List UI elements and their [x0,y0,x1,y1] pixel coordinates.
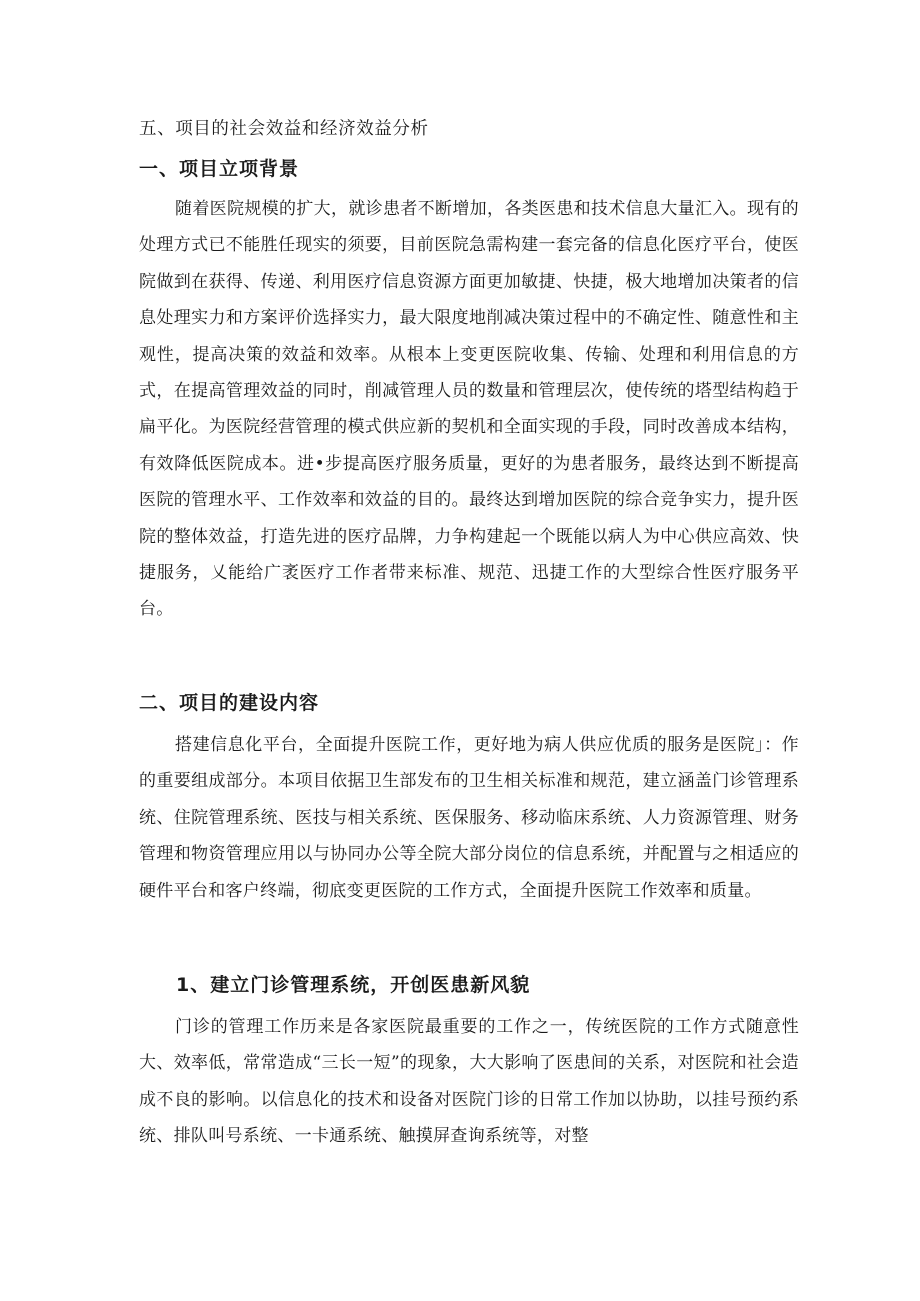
subsection-heading-outpatient: 1、建立门诊管理系统，开创医患新风貌 [176,974,531,996]
document-top-title: 五、项目的社会效益和经济效益分析 [139,119,429,139]
paragraph-background: 随着医院规模的扩大，就诊患者不断增加，各类医患和技术信息大量汇入。现有的处理方式已不能胜任现实的须要，目前医院急需构建一套完备的信息化医疗平台，使医院做到在获得、传递、利用医疗信息资源方面更加敏捷、快捷，极大地增加决策者的信息处理实力和方案评价选择实力，最大限度地削减决策过程中的不确定性、随意性和主观性，提高决策的效益和效率。从根本上变更医院收集、传输、处理和利用信息的方式，在提高管理效益的同时，削减管理人员的数量和管理层次，使传统的塔型结构趋于扁平化。为医院经营管理的模式供应新的契机和全面实现的手段，同时改善成本结构，有效降低医院成本。进•步提高医疗服务质量，更好的为患者服务，最终达到不断提高医院的管理水平、工作效率和效益的目的。最终达到增加医院的综合竞争实力，提升医院的整体效益，打造先进的医疗品牌，力争构建起一个既能以病人为中心供应高效、快捷服务，乂能给广袤医疗工作者带来标准、规范、迅捷工作的大型综合性医疗服务平台。 [139,199,799,620]
section-heading-construction: 二、项目的建设内容 [139,692,320,714]
section-heading-background: 一、项目立项背景 [139,158,300,180]
paragraph-construction: 搭建信息化平台，全面提升医院工作，更好地为病人供应优质的服务是医院」：作的重要组成部分。本项目依据卫生部发布的卫生相关标准和规范，建立涵盖门诊管理系统、住院管理系统、医技与相关系统、医保服务、移动临床系统、人力资源管理、财务管理和物资管理应用以与协同办公等全院大部分岗位的信息系统，并配置与之相适应的硬件平台和客户终端，彻底变更医院的工作方式，全面提升医院工作效率和质量。 [139,735,799,901]
paragraph-outpatient: 门诊的管理工作历来是各家医院最重要的工作之一，传统医院的工作方式随意性大、效率低，常常造成“三长一短”的现象，大大影响了医患间的关系，对医院和社会造成不良的影响。以信息化的技术和设备对医院门诊的日常工作加以协助，以挂号预约系统、排队叫号系统、一卡通系统、触摸屏查询系统等，对整 [139,1017,799,1147]
